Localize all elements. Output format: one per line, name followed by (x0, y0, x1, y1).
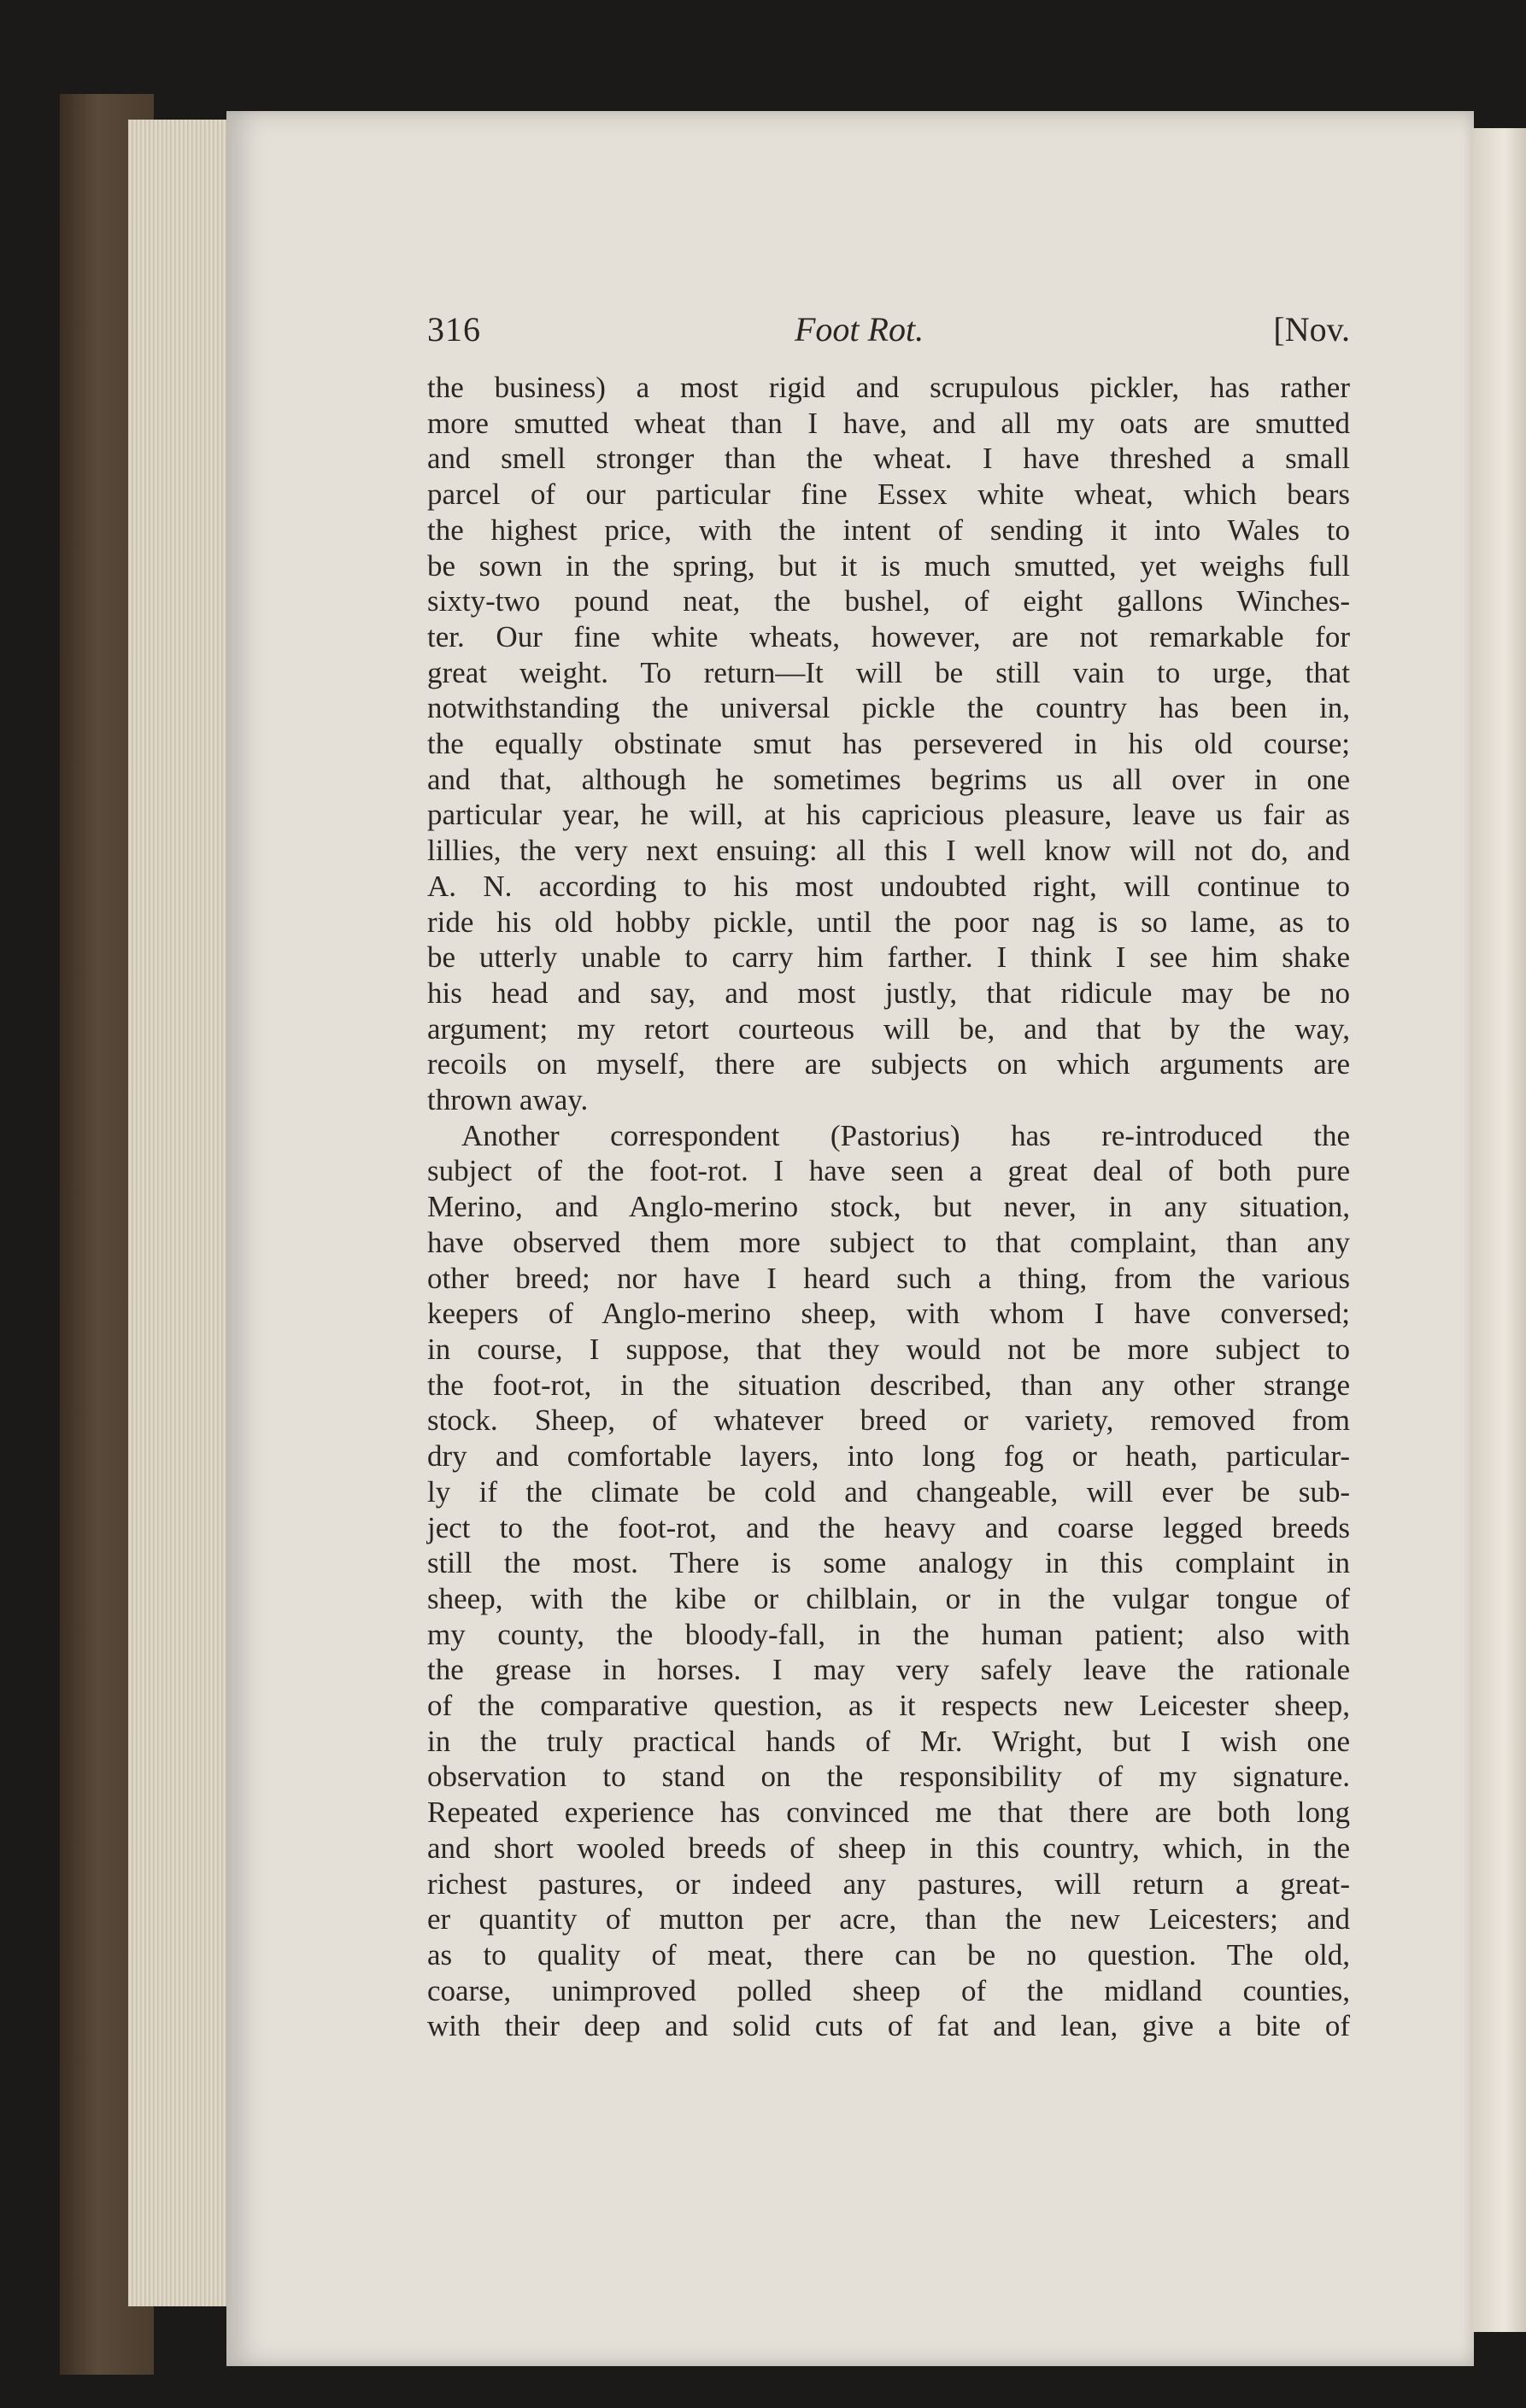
text-line: notwithstanding the universal pickle the country has been in, (427, 691, 1350, 725)
text-line: er quantity of mutton per acre, than the new Leicesters; and (427, 1902, 1350, 1936)
page-edges (128, 120, 231, 2306)
text-line: his head and say, and most justly, that ridicule may be no (427, 976, 1350, 1010)
running-title: Foot Rot. (795, 310, 924, 349)
text-line: Merino, and Anglo-merino stock, but never, in any situation, (427, 1190, 1350, 1224)
text-line: recoils on myself, there are subjects on which arguments are (427, 1047, 1350, 1081)
text-line: stock. Sheep, of whatever breed or variety, removed from (427, 1403, 1350, 1438)
text-line: observation to stand on the responsibility of my signature. (427, 1760, 1350, 1794)
text-line: sixty-two pound neat, the bushel, of eight gallons Winches- (427, 584, 1350, 618)
text-line: Another correspondent (Pastorius) has re-introduced the (461, 1118, 1350, 1152)
text-line: in the truly practical hands of Mr. Wright, but I wish one (427, 1724, 1350, 1758)
text-line: in course, I suppose, that they would not be more subject to (427, 1332, 1350, 1366)
text-line: the highest price, with the intent of sending it into Wales to (427, 513, 1350, 547)
date-mark: [Nov. (1273, 310, 1350, 349)
text-line: thrown away. (427, 1083, 589, 1117)
text-line: ject to the foot-rot, and the heavy and coarse legged breeds (427, 1510, 1350, 1544)
facing-page-edge (1471, 128, 1526, 2332)
text-line: be utterly unable to carry him farther. I think I see him shake (427, 940, 1350, 975)
text-line: still the most. There is some analogy in this complaint in (427, 1546, 1350, 1580)
text-line: Repeated experience has convinced me that there are both long (427, 1796, 1350, 1830)
text-line: other breed; nor have I heard such a thing, from the various (427, 1261, 1350, 1295)
text-line: and short wooled breeds of sheep in this country, which, in the (427, 1831, 1350, 1865)
text-line: and smell stronger than the wheat. I have threshed a small (427, 442, 1350, 476)
text-line: as to quality of meat, there can be no question. The old, (427, 1937, 1350, 1972)
text-line: have observed them more subject to that complaint, than any (427, 1225, 1350, 1259)
text-line: be sown in the spring, but it is much smutted, yet weighs full (427, 548, 1350, 583)
text-line: parcel of our particular fine Essex white wheat, which bears (427, 477, 1350, 512)
text-line: with their deep and solid cuts of fat and lean, give a bite of (427, 2009, 1350, 2043)
text-line: more smutted wheat than I have, and all my oats are smutted (427, 406, 1350, 440)
text-line: and that, although he sometimes begrims us all over in one (427, 762, 1350, 796)
text-line: my county, the bloody-fall, in the human patient; also with (427, 1617, 1350, 1651)
text-line: great weight. To return—It will be still vain to urge, that (427, 655, 1350, 689)
text-line: ly if the climate be cold and changeable, will ever be sub- (427, 1474, 1350, 1509)
text-line: dry and comfortable layers, into long fog or heath, particular- (427, 1439, 1350, 1474)
page-number: 316 (427, 310, 481, 349)
body-text (427, 370, 1350, 2044)
text-line: subject of the foot-rot. I have seen a great deal of both pure (427, 1154, 1350, 1188)
text-line: richest pastures, or indeed any pastures, will return a great- (427, 1866, 1350, 1901)
text-line: keepers of Anglo-merino sheep, with whom I have conversed; (427, 1297, 1350, 1331)
text-line: the foot-rot, in the situation described, than any other strange (427, 1368, 1350, 1402)
text-line: coarse, unimproved polled sheep of the midland counties, (427, 1973, 1350, 2007)
text-line: A. N. according to his most undoubted right, will continue to (427, 869, 1350, 903)
text-line: ter. Our fine white wheats, however, are not remarkable for (427, 619, 1350, 653)
text-line: the equally obstinate smut has persevered in his old course; (427, 727, 1350, 761)
text-line: lillies, the very next ensuing: all this I well know will not do, and (427, 834, 1350, 868)
text-line: the business) a most rigid and scrupulous pickler, has rather (427, 371, 1350, 404)
text-line: sheep, with the kibe or chilblain, or in the vulgar tongue of (427, 1581, 1350, 1615)
text-line: ride his old hobby pickle, until the poor nag is so lame, as to (427, 905, 1350, 939)
text-line: of the comparative question, as it respects new Leicester sheep, (427, 1689, 1350, 1723)
page-header (427, 309, 1350, 354)
text-line: particular year, he will, at his capricious pleasure, leave us fair as (427, 798, 1350, 832)
paragraph-1 (427, 370, 1350, 1118)
text-line: the grease in horses. I may very safely leave the rationale (427, 1653, 1350, 1687)
text-line: argument; my retort courteous will be, and that by the way, (427, 1011, 1350, 1046)
paragraph-2 (427, 1118, 1350, 2044)
